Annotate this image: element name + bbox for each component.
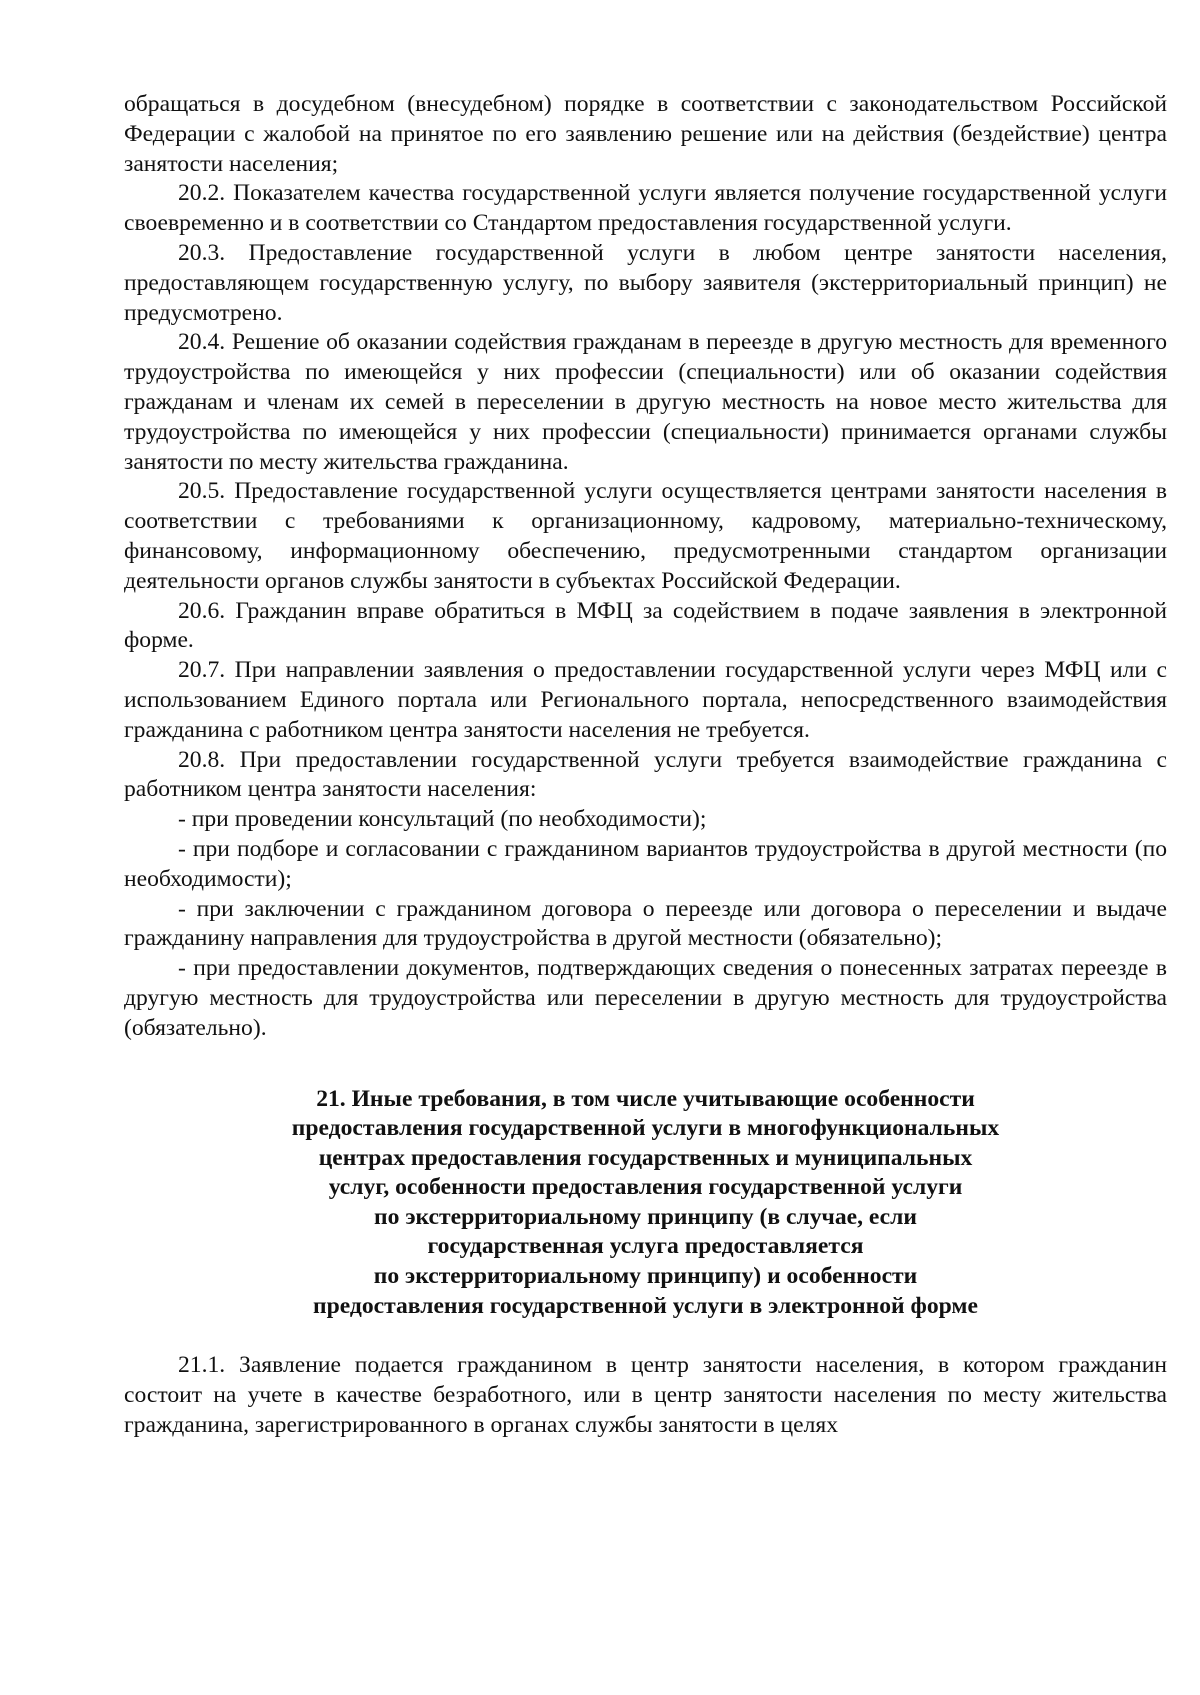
list-item-contract-conclusion: - при заключении с гражданином договора о переезде или договора о переселении и выдаче гражданину направления для трудоустройства в другой местности (обязательно); <box>124 895 1167 952</box>
paragraph-20-2: 20.2. Показателем качества государственной услуги является получение государственной услуги своевременно и в соответствии со Стандартом предоставления государственной услуги. <box>124 180 1167 237</box>
paragraph-20-6: 20.6. Гражданин вправе обратиться в МФЦ за содействием в подаче заявления в электронной форме. <box>124 597 1167 654</box>
paragraph-complaint-right: обращаться в досудебном (внесудебном) порядке в соответствии с законодательством Российской Федерации с жалобой на принятое по его заявлению решение или на действия (бездействие) центра занятости населения; <box>124 91 1167 177</box>
paragraph-20-7: 20.7. При направлении заявления о предоставлении государственной услуги через МФЦ или с использованием Единого портала или Регионального портала, непосредственного взаимодействия гражданина с работником центра занятости населения не требуется. <box>124 657 1167 743</box>
list-item-consultations: - при проведении консультаций (по необходимости); <box>178 806 707 833</box>
paragraph-20-8: 20.8. При предоставлении государственной услуги требуется взаимодействие гражданина с работником центра занятости населения: <box>124 746 1167 803</box>
paragraph-20-3: 20.3. Предоставление государственной услуги в любом центре занятости населения, предоставляющем государственную услугу, по выбору заявителя (экстерриториальный принцип) не предусмотрено. <box>124 239 1167 326</box>
document-body <box>124 90 1167 1441</box>
list-item-employment-options: - при подборе и согласовании с гражданином вариантов трудоустройства в другой местности (по необходимости); <box>124 835 1167 892</box>
section-21-heading: 21. Иные требования, в том числе учитывающие особенности предоставления государственной услуги в многофункциональных центрах предоставления государственных и муниципальных услуг, особенности предоставления государственной услуги по экстерриториальному принципу (в случае, если государственная услуга предоставляется по экстерриториальному принципу) и особенности предоставления государственной услуги в электронной форме <box>291 1085 1000 1319</box>
paragraph-20-5: 20.5. Предоставление государственной услуги осуществляется центрами занятости населения в соответствии с требованиями к организационному, кадровому, материально-техническому, финансовому, информационному обеспечению, предусмотренными стандартом организации деятельности органов службы занятости в субъектах Российской Федерации. <box>124 478 1167 594</box>
list-item-documents-submission: - при предоставлении документов, подтверждающих сведения о понесенных затратах переезде в другую местность для трудоустройства или переселении в другую местность для трудоустройства (обязательно). <box>124 955 1167 1041</box>
paragraph-21-1: 21.1. Заявление подается гражданином в центр занятости населения, в котором гражданин состоит на учете в качестве безработного, или в центр занятости населения по месту жительства гражданина, зарегистрированного в органах службы занятости в целях <box>124 1352 1167 1438</box>
paragraph-20-4: 20.4. Решение об оказании содействия гражданам в переезде в другую местность для временного трудоустройства по имеющейся у них профессии (специальности) или об оказании содействия гражданам и членам их семей в переселении в другую местность на новое место жительства для трудоустройства по имеющейся у них профессии (специальности) принимается органами службы занятости по месту жительства гражданина. <box>124 329 1167 475</box>
